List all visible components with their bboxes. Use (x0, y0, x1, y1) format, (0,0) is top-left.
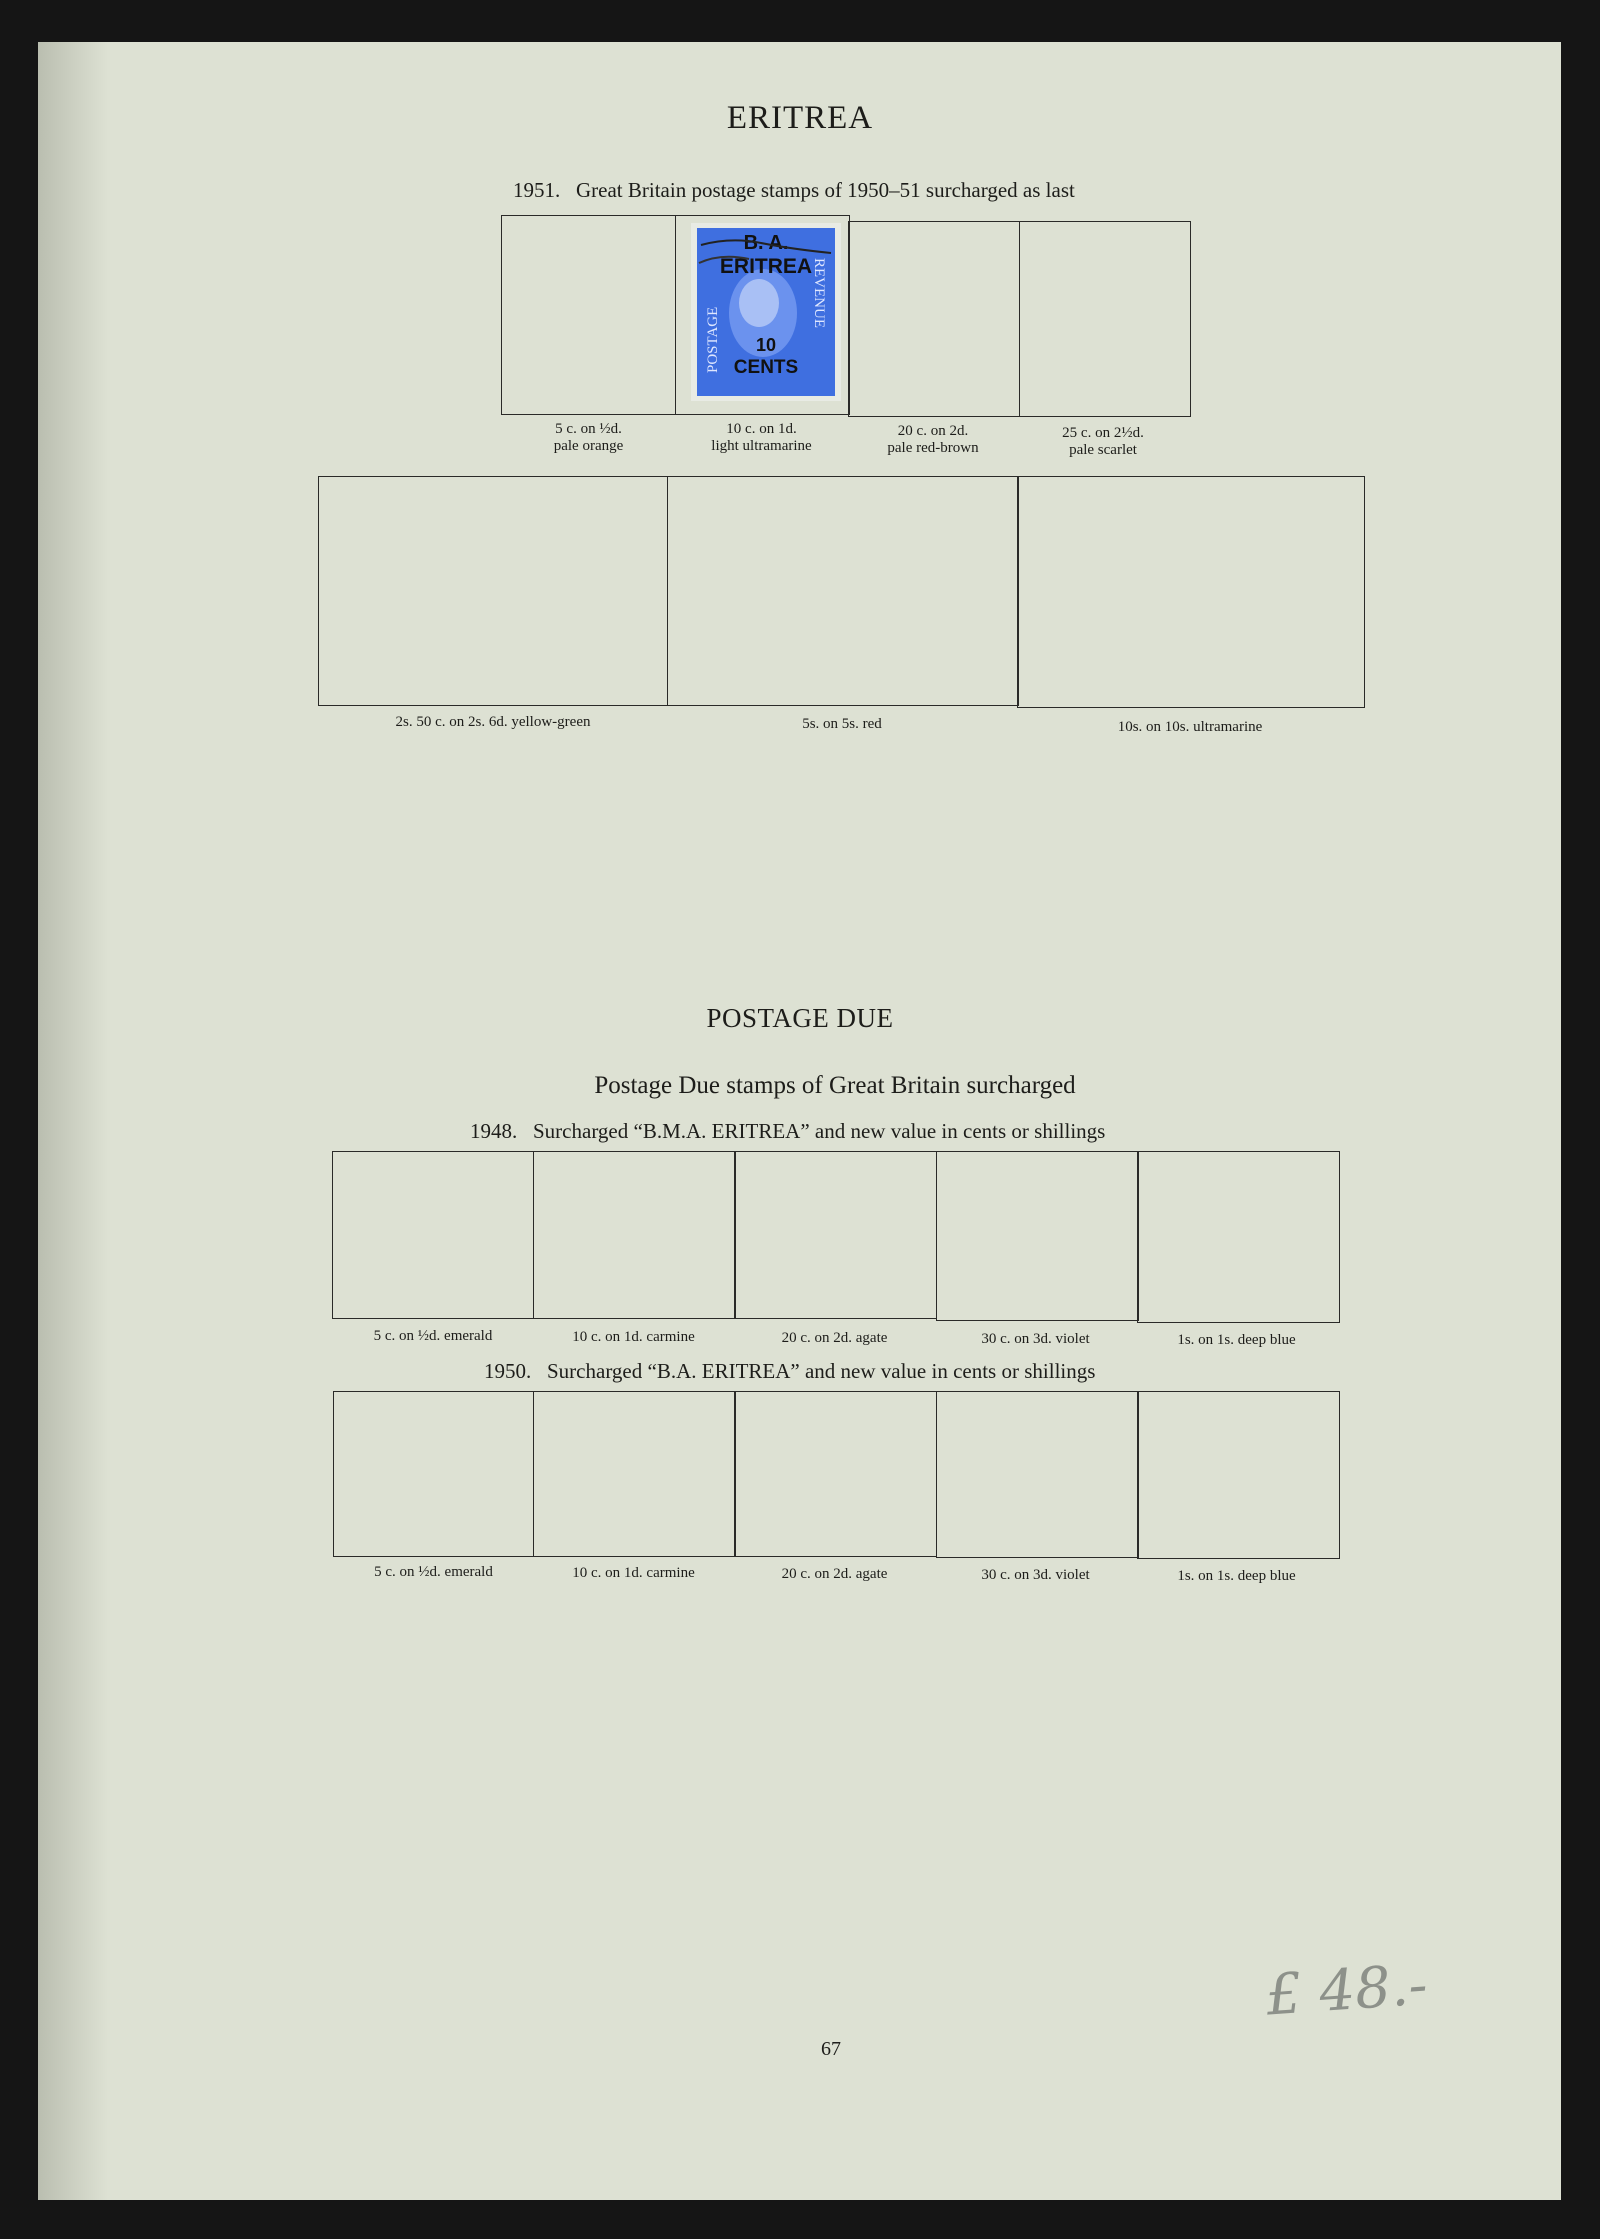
mounted-stamp[interactable] (691, 223, 841, 401)
stamp-space[interactable] (667, 476, 1019, 706)
stamp-space[interactable] (1017, 476, 1365, 708)
stamp-caption (501, 421, 676, 455)
issue-year: 1948. (470, 1119, 518, 1143)
issue-description: Surcharged “B.A. ERITREA” and new value in cents or shillings (547, 1359, 1096, 1383)
stamp-space[interactable] (533, 1391, 736, 1557)
stamp-row-1950 (333, 1391, 1339, 1559)
section-subtitle: Postage Due stamps of Great Britain surcharged (594, 1072, 1076, 1099)
caption-color: pale orange (553, 438, 624, 454)
stamp-caption (1017, 425, 1189, 459)
stamp-space[interactable] (936, 1151, 1139, 1321)
binding-shadow (38, 42, 108, 2200)
caption-color: pale red-brown (887, 440, 979, 456)
stamp-space[interactable] (501, 215, 676, 415)
stamp-caption: 10 c. on 1d. carmine (572, 1329, 695, 1345)
caption-value: 10 c. on 1d. (726, 421, 797, 437)
stamp-row-1951-a (501, 215, 1189, 417)
caption-value: 5 c. on ½d. (555, 421, 622, 437)
stamp-caption: 5 c. on ½d. emerald (374, 1564, 493, 1580)
stamp-caption: 1s. on 1s. deep blue (1177, 1332, 1296, 1348)
page-number: 67 (821, 2038, 841, 2060)
stamp-space[interactable] (734, 1151, 937, 1319)
value-line2: CENTS (733, 357, 799, 378)
stamp-caption: 1s. on 1s. deep blue (1177, 1568, 1296, 1584)
issue-1948-heading (470, 1119, 1105, 1144)
stamp-caption: 5s. on 5s. red (802, 716, 882, 732)
caption-color: pale scarlet (1069, 442, 1137, 458)
stamp-space[interactable] (332, 1151, 534, 1319)
page-title: ERITREA (726, 100, 874, 136)
stamp-space[interactable] (318, 476, 668, 706)
issue-description: Surcharged “B.M.A. ERITREA” and new value in cents or shillings (533, 1119, 1106, 1143)
stamp-row-1951-b (318, 476, 1364, 708)
section-title: POSTAGE DUE (706, 1003, 894, 1033)
revenue-text: REVENUE (811, 258, 827, 328)
stamp-caption: 20 c. on 2d. agate (781, 1566, 888, 1582)
stamp-space[interactable] (1137, 1151, 1340, 1323)
overprint-line2: ERITREA (719, 255, 813, 278)
stamp-space[interactable] (848, 221, 1020, 417)
stamp-caption: 20 c. on 2d. agate (781, 1330, 888, 1346)
portrait-highlight (739, 279, 779, 327)
stamp-caption: 10s. on 10s. ultramarine (1117, 719, 1263, 735)
issue-year: 1951. (513, 178, 561, 202)
issue-year: 1950. (484, 1359, 532, 1383)
handwritten-price: £ 48.- (1263, 1952, 1430, 2029)
stamp-caption: 10 c. on 1d. carmine (572, 1565, 695, 1581)
stamp-caption (847, 423, 1019, 457)
caption-value: 20 c. on 2d. (897, 423, 969, 439)
stamp-caption: 5 c. on ½d. emerald (373, 1328, 493, 1344)
stamp-caption: 30 c. on 3d. violet (981, 1331, 1090, 1347)
stamp-space[interactable] (734, 1391, 937, 1557)
stamp-caption (674, 421, 849, 455)
value-line1: 10 (755, 335, 777, 355)
issue-1950-heading (484, 1359, 1095, 1384)
issue-description: Great Britain postage stamps of 1950–51 surcharged as last (576, 178, 1075, 202)
stamp-space[interactable] (533, 1151, 736, 1319)
postage-text: POSTAGE (705, 306, 721, 373)
caption-value: 25 c. on 2½d. (1062, 425, 1144, 441)
issue-1951-heading (513, 178, 1075, 203)
stamp-space[interactable] (1019, 221, 1191, 417)
stamp-row-1948 (332, 1151, 1339, 1323)
stamp-space[interactable] (333, 1391, 534, 1557)
stamp-caption: 30 c. on 3d. violet (981, 1567, 1090, 1583)
stamp-caption: 2s. 50 c. on 2s. 6d. yellow-green (395, 714, 591, 730)
stamp-space[interactable] (936, 1391, 1139, 1558)
stamp-space[interactable] (1137, 1391, 1340, 1559)
caption-color: light ultramarine (711, 438, 812, 454)
overprint-line1: B. A. (743, 232, 789, 254)
